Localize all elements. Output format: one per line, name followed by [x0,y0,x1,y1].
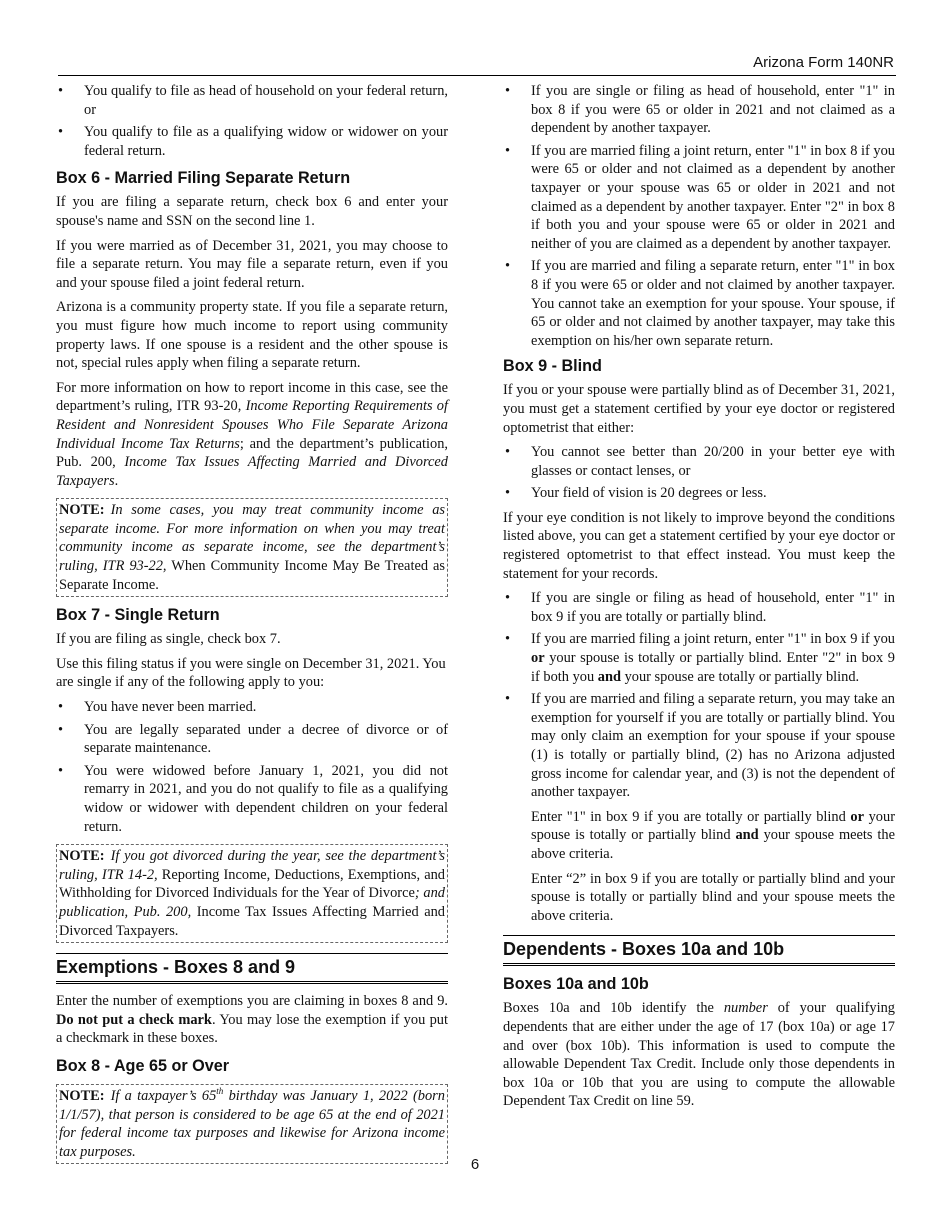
box6-paragraph-2: If you were married as of December 31, 2021, you may choose to file a separate return. You may file a separate return, even if you and your spouse filed a joint federal return. [56,237,448,291]
text-run: If you are married filing a joint return, enter "1" in box 9 if you [531,631,895,648]
box6-paragraph-1: If you are filing a separate return, check box 6 and enter your spouse's name and SSN on the second line 1. [56,194,448,229]
list-item: • You qualify to file as head of household on your federal return, or [56,82,448,119]
hoh-bullet-list [56,82,448,160]
text-run: For more information on how to report income in this case, see the department’s ruling, ITR 93-20, [56,379,448,415]
publication-title: Income Tax Issues Affecting Married and Divorced Taxpayers [56,454,448,489]
form-title: Arizona Form 140NR [753,54,894,71]
box7-paragraph-1: If you are filing as single, check box 7. [56,631,281,648]
note-text: If you got divorced during the year, see the department’s ruling, ITR 14-2, [59,848,445,883]
box9-paragraph-1: If you or your spouse were partially blind as of December 31, 2021, you must get a statement certified by your eye doctor or registered optometrist that either: [503,382,895,436]
note-age-65 [56,1084,448,1164]
box6-paragraph-3: Arizona is a community property state. If you file a separate return, you must figure how much income to report using community property laws. If one spouse is a resident and the other spouse is not, special rules apply when filing a separate return. [56,299,448,372]
note-text: ; and publication, Pub. 200, [59,885,445,920]
note-text: When Community Income May Be Treated as Separate Income. [59,558,445,593]
list-item: • Your field of vision is 20 degrees or less. [503,484,895,503]
dependents-heading: Dependents - Boxes 10a and 10b [503,935,895,966]
box9-enter-2: Enter “2” in box 9 if you are totally or partially blind and your spouse is totally or partially blind and your spouse meets the above criteria. [531,870,895,924]
note-text: Reporting Income, Deductions, Exemptions, and Withholding for Divorced Individuals for the Year of Divorce [59,866,445,902]
header-rule [58,75,896,76]
box9-heading: Box 9 - Blind [503,357,602,376]
text-run: Boxes 10a and 10b identify the [503,1000,724,1017]
page-number: 6 [470,1156,480,1173]
note-divorce [56,844,448,943]
text-run-bold: or [850,808,865,825]
exemptions-paragraph [56,992,448,1048]
ruling-title: Income Reporting Requirements of Resident and Nonresident Spouses Who File Separate Arizona Individual Income Tax Returns [56,398,448,452]
note-community-income [56,498,448,597]
text-run-bold: and [597,668,621,685]
note-label: NOTE: [59,1087,105,1104]
ordinal-suffix: th [216,1086,224,1097]
note-text: birthday was January 1, 2022 (born 1/1/57), that person is considered to be age 65 at the end of 2021 for federal income tax purposes and likewise for Arizona income tax purposes. [59,1087,445,1160]
list-item: • You qualify to file as a qualifying widow or widower on your federal return. [56,123,448,160]
note-label: NOTE: [59,848,105,865]
text-run-bold: and [735,827,759,844]
box10-paragraph [503,999,895,1111]
list-item: • If you are single or filing as head of household, enter "1" in box 8 if you were 65 or older in 2021 and not claimed as a dependent by another taxpayer. [503,82,895,138]
text-run: . You may lose the exemption if you put a checkmark in these boxes. [56,1011,448,1047]
box9-conditions-list [503,443,895,503]
left-column [56,82,448,1172]
right-column [503,82,895,1117]
box7-heading: Box 7 - Single Return [56,606,220,625]
text-run: . [114,472,119,489]
text-run-bold: Do not put a check mark [56,1011,212,1028]
list-item: • You have never been married. [56,698,448,717]
text-run-bold: or [531,650,545,667]
box10-heading: Boxes 10a and 10b [503,975,649,994]
note-text: If a taxpayer’s 65 [110,1087,217,1104]
note-label: NOTE: [59,502,105,519]
list-item: • If you are married and filing a separate return, enter "1" in box 8 if you were 65 or older and not claimed by another taxpayer. You cannot take an exemption for your spouse. Your spouse, if 65 or older and not claimed by another taxpayer, may take this exemption on his/her own separate return. [503,257,895,350]
text-run: your spouse meets the above criteria. [531,827,895,862]
exemptions-heading: Exemptions - Boxes 8 and 9 [56,953,448,984]
text-run: your spouse is totally or partially blind. Enter "2" in box 9 if both you [531,650,895,685]
text-run: your spouse are totally or partially blind. [620,668,860,685]
list-item: • You cannot see better than 20/200 in your better eye with glasses or contact lenses, or [503,443,895,480]
list-item [503,630,895,686]
box9-filing-bullets [503,589,895,802]
box7-bullet-list [56,698,448,836]
box8-bullet-list [503,82,895,350]
box7-paragraph-2: Use this filing status if you were single on December 31, 2021. You are single if any of the following apply to you: [56,655,446,691]
list-item: • If you are married filing a joint return, enter "1" in box 8 if you were 65 or older and not claimed as a dependent by another taxpayer or your spouse was 65 or older in 2021 and not claimed as a dependent by another taxpayer. Enter "2" in box 8 if both you and your spouse were 65 or older in 2021 and neither of you are claimed as a dependent by another taxpayer. [503,142,895,254]
text-run: ; and the department’s publication, Pub. 200, [56,435,449,471]
list-item: • If you are single or filing as head of household, enter "1" in box 9 if you are totally or partially blind. [503,589,895,626]
box8-heading: Box 8 - Age 65 or Over [56,1056,230,1075]
text-run: Enter "1" in box 9 if you are totally or partially blind [531,808,851,825]
text-run: Enter the number of exemptions you are claiming in boxes 8 and 9. [56,993,448,1010]
box6-heading: Box 6 - Married Filing Separate Return [56,169,351,188]
box6-paragraph-4 [56,379,448,491]
note-text: In some cases, you may treat community income as separate income. For more information on when you may treat community income as separate income, see the department’s ruling, ITR 93-22, [59,502,445,575]
box9-enter-1 [503,808,895,864]
text-run: of your qualifying dependents that are either under the age of 17 (box 10a) or age 17 and over (box 10b). This information is used to compute the allowable Dependent Tax Credit. Include only those dependents in box 10a or 10b that you are using to compute the allowable Dependent Tax Credit on line 59. [503,1000,895,1110]
text-run: your spouse is totally or partially blind [531,808,895,844]
box9-paragraph-2: If your eye condition is not likely to improve beyond the conditions listed above, you can get a statement certified by your eye doctor or registered optometrist to that effect instead. You must keep the statement for your records. [503,509,895,582]
note-text: Income Tax Issues Affecting Married and Divorced Taxpayers. [59,903,445,939]
text-run-italic: number [723,1000,768,1017]
list-item: • You are legally separated under a decree of divorce or of separate maintenance. [56,721,448,758]
list-item: • If you are married and filing a separate return, you may take an exemption for yourself if you are totally or partially blind. You may only claim an exemption for your spouse if your spouse (1) is totally or partially blind, (2) has no Arizona adjusted gross income for calendar year, and (3) is not the dependent of another taxpayer. [503,690,895,802]
list-item: • You were widowed before January 1, 2021, you did not remarry in 2021, and you do not qualify to file as a qualifying widow or widower with dependent children on your federal return. [56,762,448,836]
